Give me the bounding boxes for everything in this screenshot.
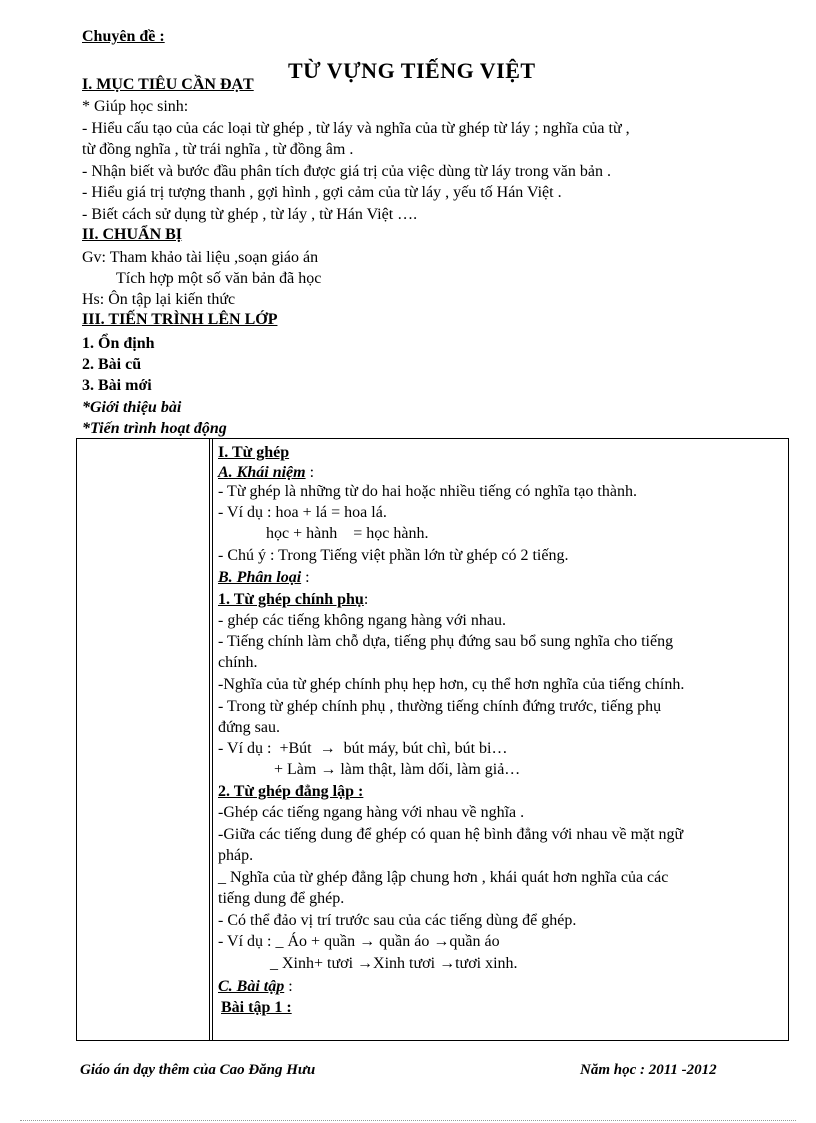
section-1-heading: I. MỤC TIÊU CẦN ĐẠT	[82, 76, 254, 93]
section-2-heading: II. CHUẨN BỊ	[82, 226, 183, 243]
chinh-phu-colon: :	[363, 591, 369, 608]
table-column-divider	[212, 438, 213, 1041]
text-line: -Nghĩa của từ ghép chính phụ hẹp hơn, cụ thể hơn nghĩa của tiếng chính.	[218, 676, 685, 693]
phan-loai-heading	[218, 567, 310, 588]
bai-tap-heading	[218, 976, 293, 997]
text-line: tiếng dung để ghép.	[218, 890, 345, 907]
text-line: - Hiểu giá trị tượng thanh , gợi hình , gợi cảm của từ láy , yếu tố Hán Việt .	[82, 184, 562, 201]
text-line: - Ví dụ : _ Áo + quần → quần áo →quần áo	[218, 933, 500, 950]
khai-niem-colon: :	[305, 464, 315, 481]
page-break-divider	[20, 1120, 796, 1121]
section-3-heading: III. TIẾN TRÌNH LÊN LỚP	[82, 311, 278, 328]
text-line: -Ghép các tiếng ngang hàng với nhau về nghĩa .	[218, 804, 525, 821]
text-line: - ghép các tiếng không ngang hàng với nhau.	[218, 612, 506, 629]
text-line: - Hiểu cấu tạo của các loại từ ghép , từ láy và nghĩa của từ ghép từ láy ; nghĩa của từ ,	[82, 120, 630, 137]
table-column-divider	[209, 438, 210, 1041]
text-line: chính.	[218, 654, 258, 671]
bai-tap-colon: :	[284, 978, 293, 995]
text-line: _ Xinh+ tươi →Xinh tươi →tươi xinh.	[218, 955, 518, 972]
text-line: Gv: Tham khảo tài liệu ,soạn giáo án	[82, 249, 319, 266]
text-line: từ đồng nghĩa , từ trái nghĩa , từ đồng âm .	[82, 141, 354, 158]
text-line: - Tiếng chính làm chỗ dựa, tiếng phụ đứng sau bổ sung nghĩa cho tiếng	[218, 633, 674, 650]
text-line: - Chú ý : Trong Tiếng việt phần lớn từ ghép có 2 tiếng.	[218, 547, 569, 564]
dang-lap-heading: 2. Từ ghép đẳng lập :	[218, 783, 364, 800]
footer-year: Năm học : 2011 -2012	[580, 1062, 717, 1078]
text-line: + Làm → làm thật, làm dối, làm giả…	[218, 761, 521, 778]
tu-ghep-heading: I. Từ ghép	[218, 444, 290, 461]
text-line: học + hành = học hành.	[218, 525, 429, 542]
text-line: _ Nghĩa của từ ghép đẳng lập chung hơn , khái quát hơn nghĩa của các	[218, 869, 669, 886]
text-line: - Trong từ ghép chính phụ , thường tiếng chính đứng trước, tiếng phụ	[218, 698, 662, 715]
text-line: Hs: Ôn tập lại kiến thức	[82, 291, 236, 308]
gioi-thieu-label: *Giới thiệu bài	[82, 399, 182, 416]
chinh-phu-label: 1. Từ ghép chính phụ	[218, 591, 364, 608]
step-item: 3. Bài mới	[82, 377, 152, 394]
page-title: TỪ VỰNG TIẾNG VIỆT	[288, 58, 536, 83]
text-line: - Biết cách sử dụng từ ghép , từ láy , từ Hán Việt ….	[82, 206, 418, 223]
text-line: - Có thể đảo vị trí trước sau của các tiếng dùng để ghép.	[218, 912, 577, 929]
text-line: - Ví dụ : +Bút → bút máy, bút chì, bút bi…	[218, 740, 508, 757]
khai-niem-heading	[218, 462, 314, 483]
text-line: - Nhận biết và bước đầu phân tích được giá trị của việc dùng từ láy trong văn bản .	[82, 163, 611, 180]
text-line: pháp.	[218, 847, 254, 864]
phan-loai-label: B. Phân loại	[218, 569, 302, 586]
phan-loai-colon: :	[301, 569, 310, 586]
text-line: đứng sau.	[218, 719, 280, 736]
step-item: 2. Bài cũ	[82, 356, 142, 373]
khai-niem-label: A. Khái niệm	[218, 464, 306, 481]
bai-tap-1-label: Bài tập 1 :	[221, 999, 292, 1016]
text-line: * Giúp học sinh:	[82, 98, 189, 115]
chinh-phu-heading	[218, 589, 368, 610]
bai-tap-label: C. Bài tập	[218, 978, 285, 995]
chuyen-de-label: Chuyên đề :	[82, 28, 165, 45]
text-line: Tích hợp một số văn bản đã học	[116, 270, 322, 287]
tien-trinh-label: *Tiến trình hoạt động	[82, 420, 227, 437]
step-item: 1. Ổn định	[82, 335, 155, 352]
text-line: - Ví dụ : hoa + lá = hoa lá.	[218, 504, 387, 521]
footer-author: Giáo án dạy thêm của Cao Đăng Hưu	[80, 1062, 316, 1078]
text-line: - Từ ghép là những từ do hai hoặc nhiều tiếng có nghĩa tạo thành.	[218, 483, 637, 500]
text-line: -Giữa các tiếng dung để ghép có quan hệ bình đẳng với nhau về mặt ngữ	[218, 826, 684, 843]
